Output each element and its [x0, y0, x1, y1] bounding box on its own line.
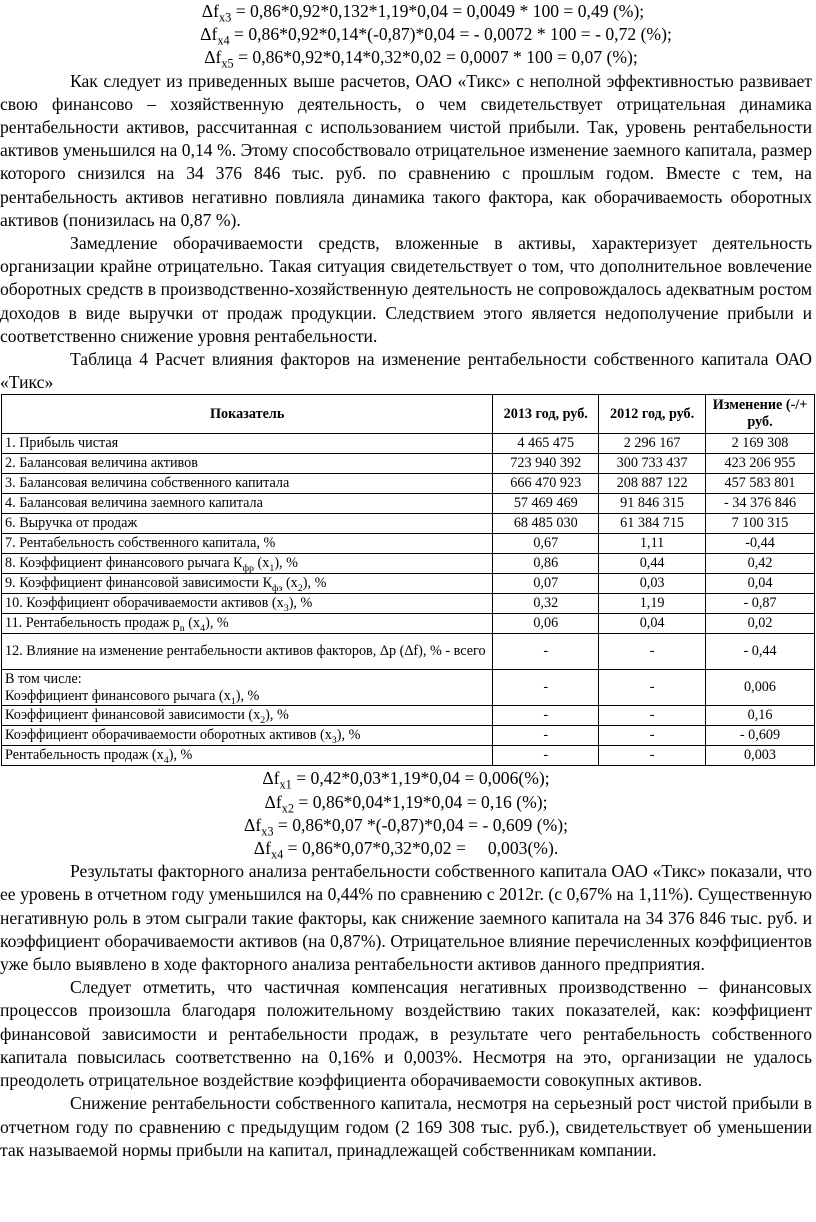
cell-2013: 68 485 030: [493, 514, 599, 534]
cell-2013: 0,07: [493, 574, 599, 594]
table-row: [2, 494, 815, 514]
table-row: [2, 594, 815, 614]
row-label: 12. Влияние на изменение рентабельности активов факторов, Δp (Δf), % - всего: [2, 634, 493, 670]
table-row: [2, 474, 815, 494]
row-label: 3. Балансовая величина собственного капитала: [2, 474, 493, 494]
cell-2013: -: [493, 746, 599, 766]
table-row: [2, 670, 815, 706]
paragraph-results-assets: Как следует из приведенных выше расчетов, ОАО «Тикс» с неполной эффективностью развивает свою финансово – хозяйственную деятельность, о чем свидетельствует отрицательная динамика рентабельности активов, рассчитанная с использованием чистой прибыли. Так, уровень рентабельности активов уменьшился на 0,14 %. Этому способствовало отрицательное изменение заемного капитала, размер которого снизился на 34 376 846 тыс. руб. по сравнению с прошлым годом. Вместе с тем, на рентабельность активов негативно повлияла динамика такого фактора, как оборачиваемость оборотных активов (понизилась на 0,87 %).: [0, 70, 812, 230]
cell-change: 0,04: [706, 574, 815, 594]
table-header-row: [2, 395, 815, 434]
cell-2013: -: [493, 726, 599, 746]
cell-2013: 723 940 392: [493, 454, 599, 474]
cell-2012: -: [599, 726, 706, 746]
cell-change: 7 100 315: [706, 514, 815, 534]
cell-change: 457 583 801: [706, 474, 815, 494]
cell-2012: 0,44: [599, 554, 706, 574]
header-2012: 2012 год, руб.: [599, 395, 706, 434]
paragraph-conclusion: Снижение рентабельности собственного капитала, несмотря на серьезный рост чистой прибыли в отчетном году по сравнению с предыдущим годом (2 169 308 тыс. руб.), свидетельствует об уменьшении так называемой нормы прибыли на капитал, принадлежащей собственникам компании.: [0, 1093, 812, 1160]
table-row: [2, 726, 815, 746]
table-row: [2, 534, 815, 554]
cell-change: 423 206 955: [706, 454, 815, 474]
cell-2012: 1,19: [599, 594, 706, 614]
cell-2012: -: [599, 670, 706, 706]
row-label: Коэффициент финансовой зависимости $(x_2)$, %: [2, 706, 493, 726]
table-row: [2, 614, 815, 634]
row-label: Рентабельность продаж $(x_4)$, %: [2, 746, 493, 766]
cell-2013: 666 470 923: [493, 474, 599, 494]
row-label: 9. Коэффициент финансовой зависимости $К_{фз}$ $(x_2)$, %: [2, 574, 493, 594]
cell-2012: 208 887 122: [599, 474, 706, 494]
cell-2012: 91 846 315: [599, 494, 706, 514]
cell-2012: 1,11: [599, 534, 706, 554]
cell-2012: 0,04: [599, 614, 706, 634]
cell-2013: -: [493, 634, 599, 670]
paragraph-turnover-slowdown: Замедление оборачиваемости средств, вложенные в активы, характеризует деятельность организации крайне отрицательно. Такая ситуация свидетельствует о том, что дополнительное вовлечение оборотных средств в производственно-хозяйственную деятельность не сопровождалось адекватным ростом доходов в виде выручки от продаж продукции. Следствием этого является недополучение прибыли и соответственно снижение уровня рентабельности.: [0, 233, 812, 346]
row-label: 7. Рентабельность собственного капитала, %: [2, 534, 493, 554]
cell-2012: -: [599, 634, 706, 670]
row-label: 1. Прибыль чистая: [2, 434, 493, 454]
table-caption: Таблица 4 Расчет влияния факторов на изменение рентабельности собственного капитала ОАО «Тикс»: [0, 349, 812, 393]
formula-dfx4-bottom: $\Delta f_{x4} = 0,86*0,07*0,32*0,02$ = 0,003(%).: [253, 838, 559, 862]
table-row: [2, 434, 815, 454]
factor-table: [1, 394, 815, 766]
cell-change: 0,02: [706, 614, 815, 634]
row-label: В том числе: Коэффициент финансового рычага $(x_1)$, %: [2, 670, 493, 706]
table-row: [2, 514, 815, 534]
table-row: [2, 634, 815, 670]
paragraph-equity-results: Результаты факторного анализа рентабельности собственного капитала ОАО «Тикс» показали, что ее уровень в отчетном году уменьшился на 0,44% по сравнению с 2012г. (с 0,67% на 1,11%). Существенную негативную роль в этом сыграли такие факторы, как снижение заемного капитала на 34 376 846 тыс. руб. и коэффициент оборачиваемости активов (на 0,87%). Отрицательное влияние перечисленных коэффициентов уже было выявлено в ходе факторного анализа рентабельности активов данного предприятия.: [0, 861, 812, 975]
formula-dfx1: $\Delta f_{x1} = 0,42*0,03*1,19*0,04 = 0,006(\%)$;: [262, 768, 550, 792]
cell-2012: 2 296 167: [599, 434, 706, 454]
cell-change: - 0,44: [706, 634, 815, 670]
formula-dfx2: $\Delta f_{x2} = 0,86*0,04*1,19*0,04 = 0,16$ (%);: [264, 791, 548, 816]
formula-dfx3-bottom: $\Delta f_{x3} = 0,86*0,07$ *(-0,87)*0,04 = - 0,609 (%);: [244, 814, 568, 839]
cell-change: - 0,87: [706, 594, 815, 614]
cell-change: 0,006: [706, 670, 815, 706]
table-row: [2, 746, 815, 766]
cell-2013: -: [493, 706, 599, 726]
cell-change: 0,16: [706, 706, 815, 726]
row-label: 4. Балансовая величина заемного капитала: [2, 494, 493, 514]
formula-dfx3: $\Delta f_{x3} = 0,86*0,92*0,132*1,19*0,04 = 0,0049 * 100 = 0,49$ (%);: [201, 1, 645, 25]
cell-change: - 0,609: [706, 726, 815, 746]
cell-change: - 34 376 846: [706, 494, 815, 514]
row-label: 10. Коэффициент оборачиваемости активов $(x_3)$, %: [2, 594, 493, 614]
cell-2012: -: [599, 746, 706, 766]
cell-2012: -: [599, 706, 706, 726]
row-label: 8. Коэффициент финансового рычага $К_{фр}$ $(x_1)$, %: [2, 554, 493, 574]
header-change: Изменение (-/+ руб.: [706, 395, 815, 434]
cell-2013: -: [493, 670, 599, 706]
cell-2013: 0,32: [493, 594, 599, 614]
row-label: 6. Выручка от продаж: [2, 514, 493, 534]
cell-2013: 4 465 475: [493, 434, 599, 454]
cell-2013: 0,86: [493, 554, 599, 574]
cell-change: -0,44: [706, 534, 815, 554]
header-2013: 2013 год, руб.: [493, 395, 599, 434]
row-label: Коэффициент оборачиваемости оборотных активов $(x_3)$, %: [2, 726, 493, 746]
cell-2012: 0,03: [599, 574, 706, 594]
table-row: [2, 554, 815, 574]
header-indicator: Показатель: [2, 395, 493, 434]
table-row: [2, 706, 815, 726]
cell-2012: 61 384 715: [599, 514, 706, 534]
row-label: 2. Балансовая величина активов: [2, 454, 493, 474]
cell-change: 2 169 308: [706, 434, 815, 454]
cell-change: 0,42: [706, 554, 815, 574]
table-row: [2, 454, 815, 474]
row-label: 11. Рентабельность продаж $p_n$ $(x_4)$, %: [2, 614, 493, 634]
cell-2013: 0,06: [493, 614, 599, 634]
cell-2013: 57 469 469: [493, 494, 599, 514]
cell-change: 0,003: [706, 746, 815, 766]
paragraph-compensation: Следует отметить, что частичная компенсация негативных производственно – финансовых процессов произошла благодаря положительному воздействию таких показателей, как: коэффициент финансовой зависимости и рентабельности продаж, в результате чего рентабельность собственного капитала повысилась соответственно на 0,16% и 0,003%. Несмотря на это, организации не удалось преодолеть отрицательное воздействие коэффициента оборачиваемости совокупных активов.: [0, 977, 812, 1091]
formula-dfx4: $\Delta f_{x4} = 0,86*0,92*0,14*(-0,87)*0,04$ = - 0,0072 * 100 = - 0,72 (%);: [200, 24, 672, 48]
cell-2013: 0,67: [493, 534, 599, 554]
cell-2012: 300 733 437: [599, 454, 706, 474]
formula-dfx5: $\Delta f_{x5} = 0,86*0,92*0,14*0,32*0,02 = 0,0007 * 100 = 0,07$ (%);: [204, 47, 638, 71]
table-row: [2, 574, 815, 594]
